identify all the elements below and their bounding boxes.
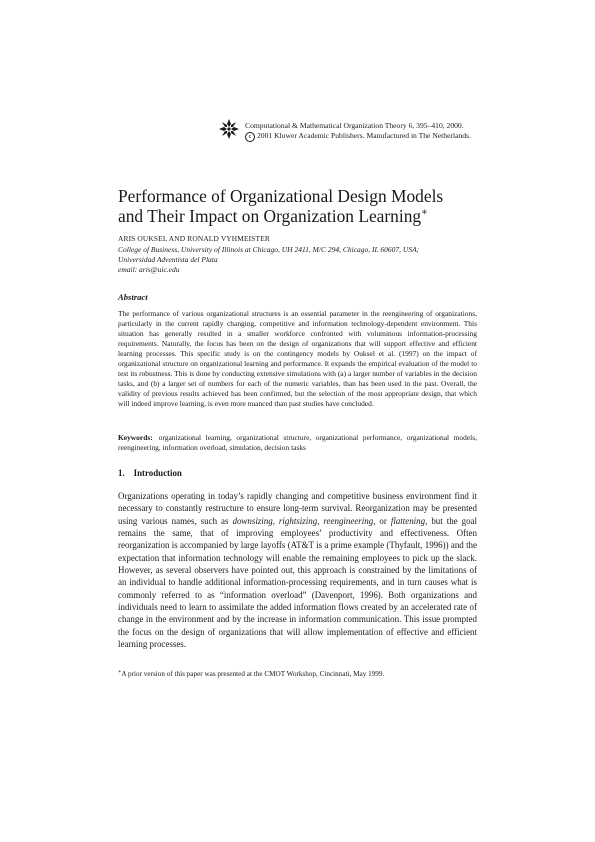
title-line-2-text: and Their Impact on Organization Learning xyxy=(118,206,422,226)
intro-term-flattening: flattening xyxy=(390,515,426,526)
affiliation-2: Universidad Adventista del Plata xyxy=(118,255,218,264)
abstract-body xyxy=(118,309,477,409)
intro-text-1: Organizations operating in today’s rapidly changing and competitive business environment find it necessary to constantly restructure to ensure long-term survival. Reorganization may be presented using various names, such as xyxy=(118,491,477,526)
intro-term-rightsizing: rightsizing xyxy=(278,515,318,526)
intro-paragraph xyxy=(118,490,477,650)
intro-text-2: , xyxy=(272,515,279,526)
section-number: 1. xyxy=(118,468,125,478)
journal-citation: Computational & Mathematical Organization Theory 6, 395–410, 2000. xyxy=(245,121,464,130)
copyright-line xyxy=(245,131,471,142)
title-footnote-marker: ∗ xyxy=(421,207,428,218)
copyright-icon: c xyxy=(245,132,255,142)
intro-term-downsizing: downsizing xyxy=(232,515,273,526)
title-line-1: Performance of Organizational Design Models xyxy=(118,186,444,206)
kluwer-logo-icon xyxy=(218,118,240,140)
intro-text-3: , xyxy=(317,515,324,526)
abstract-text: The performance of various organizational structures is an essential parameter in the reengineering of organizations, particularly in the current rapidly changing, competitive and information technology-dependent environment. This situation has generally resulted in a smaller workforce confronted with voluminous information-processing requirements. Naturally, the focus has been on the design of organizations that will support effective and efficient learning processes. This specific study is on the contingency models by Ouksel et al. (1997) on the impact of organizational structure on organizational learning and performance. It expands the empirical evaluation of the model to test its robustness. This is done by conducting extensive simulations with (a) a larger number of variables in the decision tasks, and (b) a larger set of numbers for each of the numeric variables, than has been used in the past. Overall, the validity of previous results achieved has been confirmed, but the selection of the most appropriate design, that which will indeed improve learning, is even more nuanced than past studies have concluded. xyxy=(118,309,477,408)
footnote-marker: ∗ xyxy=(118,670,122,675)
section-title: Introduction xyxy=(133,468,182,478)
intro-body xyxy=(118,490,477,650)
intro-term-reengineering: reengineering xyxy=(323,515,374,526)
intro-text-5: , but the goal remains the same, that of improving employees’ productivity and effectiveness. Often reorganization is accompanied by large layoffs (AT&T is a prime example (Thyfault, 1996)) and the expectation that information technology will enable the remaining employees to pick up the slack. However, as several observers have pointed out, this approach is constrained by the limitations of an individual to handle additional information-processing requirements, and in turn causes what is commonly referred to as “information overload” (Davenport, 1996). Both organizations and individuals need to learn to assimilate the added information flows created by an accelerated rate of change in the environment and by the increase in information communication. This issue prompted the focus on the design of organizations that will allow implementation of effective and efficient learning processes. xyxy=(118,515,478,650)
keywords xyxy=(118,433,477,453)
affiliation-1: College of Business, University of Illinois at Chicago, UH 2411, M/C 294, Chicago, IL 60607, USA; xyxy=(118,245,420,254)
footnote xyxy=(118,670,384,678)
copyright-text: 2001 Kluwer Academic Publishers. Manufactured in The Netherlands. xyxy=(257,131,471,140)
keywords-text: organizational learning, organizational structure, organizational performance, organizational models, reengineering, information overload, simulation, decision tasks xyxy=(118,433,477,452)
title-line-2 xyxy=(118,206,443,226)
abstract-heading: Abstract xyxy=(118,292,148,302)
intro-text-4: , or xyxy=(373,515,391,526)
author-email: email: aris@uic.edu xyxy=(118,265,180,274)
paper-title xyxy=(118,186,443,226)
author-names: ARIS OUKSEL AND RONALD VYHMEISTER xyxy=(118,234,270,243)
footnote-text: A prior version of this paper was presented at the CMOT Workshop, Cincinnati, May 1999. xyxy=(121,670,385,678)
section-heading xyxy=(118,468,182,478)
keywords-label: Keywords: xyxy=(118,433,153,442)
